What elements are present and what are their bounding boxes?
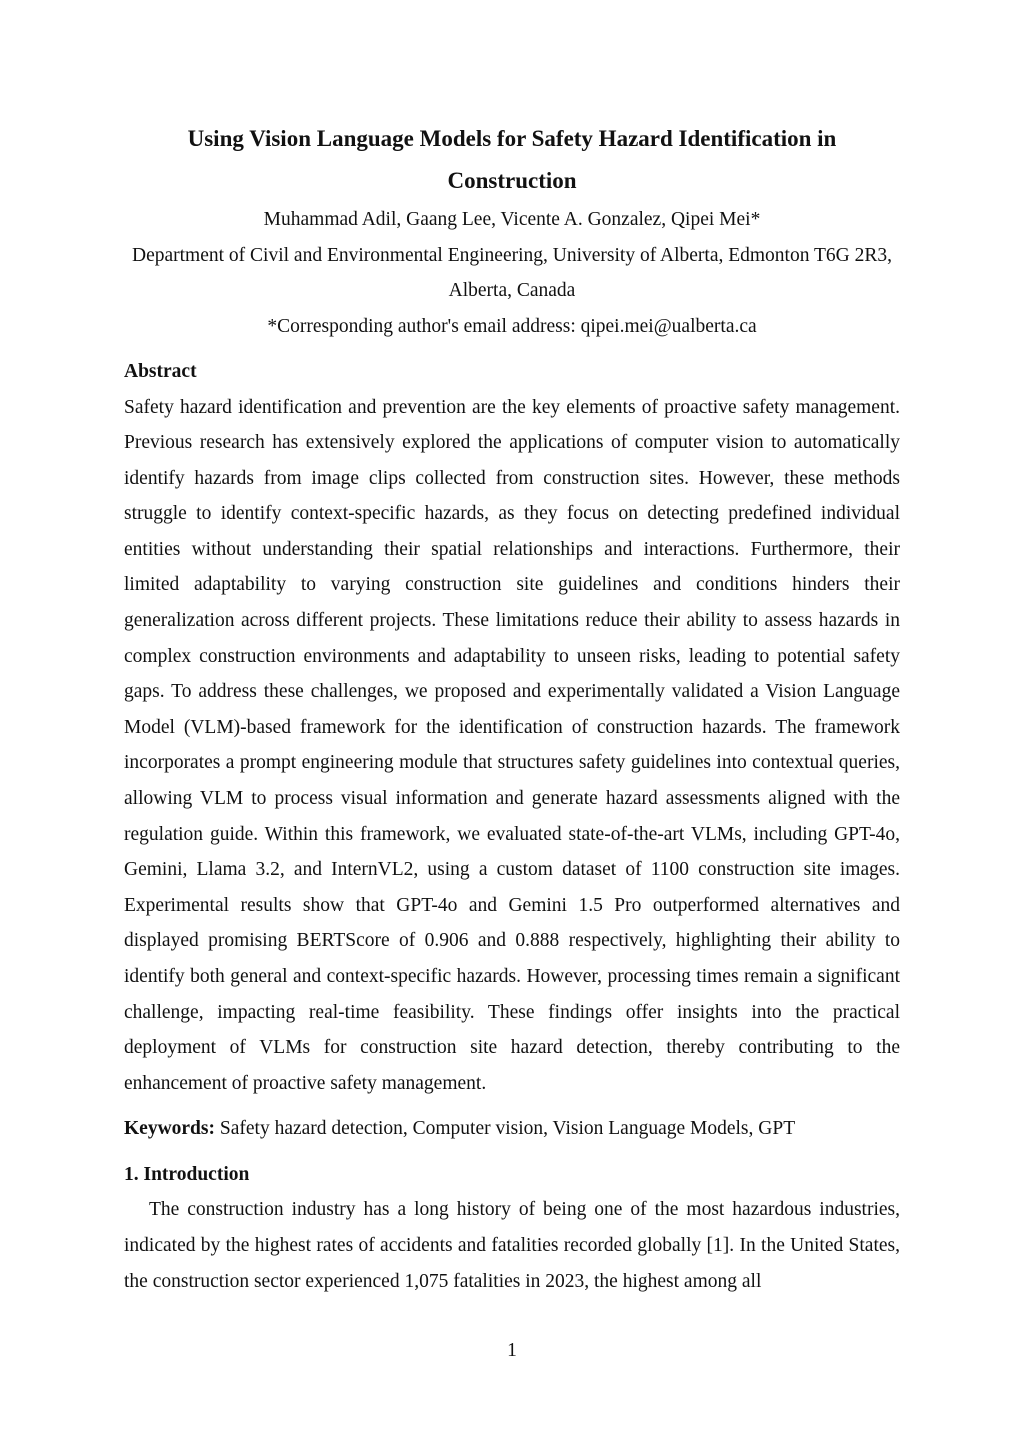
paper-title: Using Vision Language Models for Safety Hazard Identification in Construction bbox=[187, 126, 837, 193]
introduction-heading: 1. Introduction bbox=[124, 1163, 250, 1185]
abstract-heading: Abstract bbox=[124, 361, 197, 382]
affiliation: Department of Civil and Environmental Engineering, University of Alberta, Edmonton T6G 2R3, Alberta, Canada bbox=[132, 244, 892, 301]
abstract-text: Safety hazard identification and prevention are the key elements of proactive safety management. Previous research has extensively explored the applications of computer vision to automatically identify hazards from image clips collected from construction sites. However, these methods struggle to identify context-specific hazards, as they focus on detecting predefined individual entities without understanding their spatial relationships and interactions. Furthermore, their limited adaptability to varying construction site guidelines and conditions hinders their generalization across different projects. These limitations reduce their ability to assess hazards in complex construction environments and adaptability to unseen risks, leading to potential safety gaps. To address these challenges, we proposed and experimentally validated a Vision Language Model (VLM)-based framework for the identification of construction hazards. The framework incorporates a prompt engineering module that structures safety guidelines into contextual queries, allowing VLM to process visual information and generate hazard assessments aligned with the regulation guide. Within this framework, we evaluated state-of-the-art VLMs, including GPT-4o, Gemini, Llama 3.2, and InternVL2, using a custom dataset of 1100 construction site images. Experimental results show that GPT-4o and Gemini 1.5 Pro outperformed alternatives and displayed promising BERTScore of 0.906 and 0.888 respectively, highlighting their ability to identify both general and context-specific hazards. However, processing times remain a significant challenge, impacting real-time feasibility. These findings offer insights into the practical deployment of VLMs for construction site hazard detection, thereby contributing to the enhancement of proactive safety management. bbox=[124, 396, 900, 1094]
page-number: 1 bbox=[507, 1340, 517, 1361]
paper-page bbox=[124, 118, 900, 1299]
keywords-label: Keywords: bbox=[124, 1118, 215, 1140]
author-list: Muhammad Adil, Gaang Lee, Vicente A. Gonzalez, Qipei Mei* bbox=[263, 209, 761, 230]
corresponding-author: *Corresponding author's email address: qipei.mei@ualberta.ca bbox=[267, 315, 757, 337]
keywords-text: Safety hazard detection, Computer vision, Vision Language Models, GPT bbox=[219, 1118, 796, 1140]
keywords-line bbox=[124, 1111, 900, 1147]
introduction-text: The construction industry has a long history of being one of the most hazardous industries, indicated by the highest rates of accidents and fatalities recorded globally [1]. In the United States, the construction sector experienced 1,075 fatalities in 2023, the highest among all bbox=[124, 1199, 900, 1292]
